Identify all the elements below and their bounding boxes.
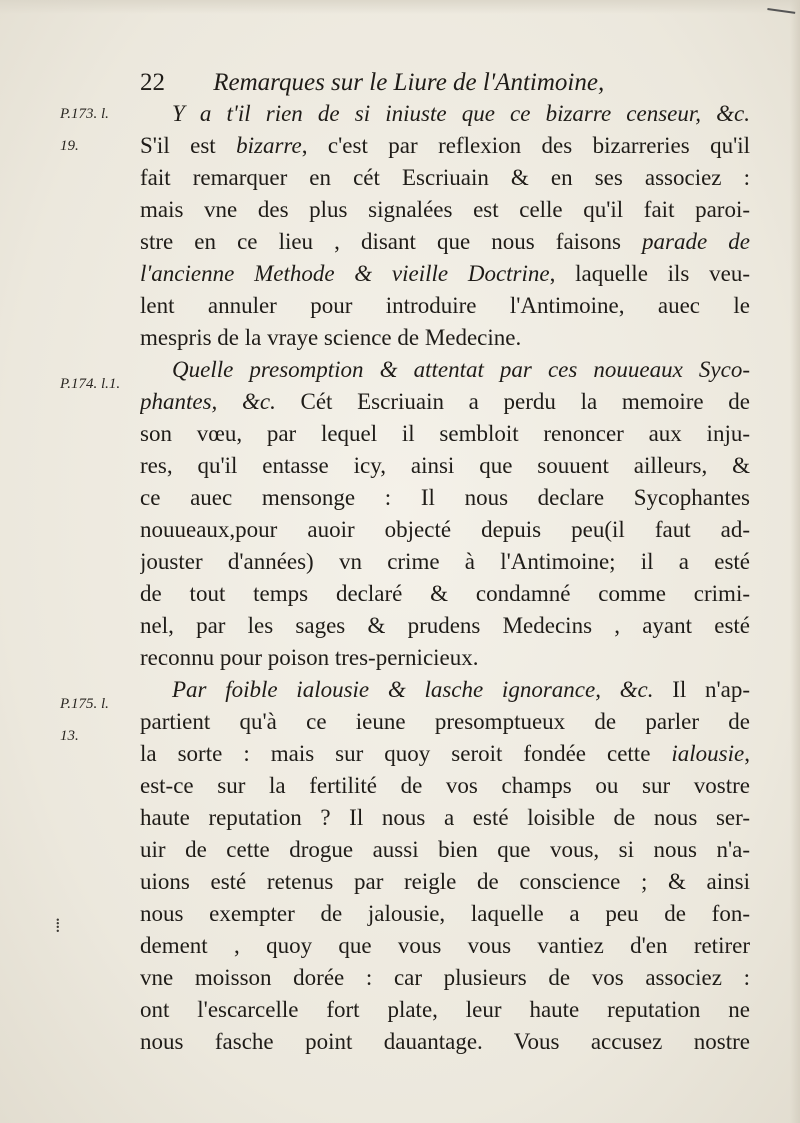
text-line [140, 994, 750, 1026]
text-line [140, 1026, 750, 1058]
text-line [140, 834, 750, 866]
text-line [140, 450, 750, 482]
text-run: son vœu, par lequel il sembloit renoncer aux inju- [140, 421, 750, 446]
text-run: haute reputation ? Il nous a esté loisible de nous ser- [140, 805, 750, 830]
margin-note: P.175. l. [60, 696, 109, 712]
text-line [140, 930, 750, 962]
text-run: , laquelle ils veu- [549, 261, 750, 286]
italic-text-run: l'ancienne Methode & vieille Doctrine [140, 261, 550, 286]
italic-text-run: Par foible ialousie & lasche ignorance, &c. [172, 677, 654, 702]
text-run: partient qu'à ce ieune presomptueux de parler de [140, 709, 750, 734]
text-line [140, 386, 750, 418]
text-line [140, 130, 750, 162]
italic-text-run: bizarre [236, 133, 302, 158]
text-line [140, 642, 750, 674]
margin-note: 13. [60, 728, 79, 744]
text-run: la sorte : mais sur quoy seroit fondée cette [140, 741, 672, 766]
text-run: lent annuler pour introduire l'Antimoine, auec le [140, 293, 750, 318]
text-run: fait remarquer en cét Escriuain & en ses associez : [140, 165, 750, 190]
margin-note: P.173. l. [60, 106, 109, 122]
italic-text-run: Y a t'il rien de si iniuste que ce bizarre censeur, &c. [172, 101, 750, 126]
text-line [140, 162, 750, 194]
text-line [140, 290, 750, 322]
margin-tick-mark: ⁞ [55, 915, 61, 937]
text-run: Il n'ap- [653, 677, 750, 702]
text-line [140, 962, 750, 994]
text-line [140, 578, 750, 610]
text-line [140, 770, 750, 802]
text-run: reconnu pour poison tres-pernicieux. [140, 645, 479, 670]
text-run: nouueaux,pour auoir objecté depuis peu(il faut ad- [140, 517, 750, 542]
page-number: 22 [140, 69, 165, 96]
text-line [140, 418, 750, 450]
italic-text-run: Quelle presomption & attentat par ces nouueaux Syco- [172, 357, 750, 382]
italic-text-run: phantes, &c. [140, 389, 276, 414]
text-run: S'il est [140, 133, 237, 158]
text-run: nous fasche point dauantage. Vous accusez nostre [140, 1029, 750, 1054]
text-run: stre en ce lieu , disant que nous faisons [140, 229, 643, 254]
text-run: uions esté retenus par reigle de conscience ; & ainsi [140, 869, 750, 894]
text-line [140, 610, 750, 642]
running-title: Remarques sur le Liure de l'Antimoine, [213, 69, 605, 96]
body-text [140, 98, 750, 1058]
text-run: , [744, 741, 750, 766]
text-run: nel, par les sages & prudens Medecins , ayant esté [140, 613, 750, 638]
text-run: vne moisson dorée : car plusieurs de vos associez : [140, 965, 750, 990]
text-run: mespris de la vraye science de Medecine. [140, 325, 522, 350]
text-line [140, 866, 750, 898]
margin-note: P.174. l.1. [60, 376, 121, 392]
italic-text-run: parade de [642, 229, 750, 254]
text-line [140, 802, 750, 834]
page-top-edge [0, 0, 800, 14]
text-line [140, 258, 750, 290]
text-line [140, 898, 750, 930]
text-line [140, 98, 750, 130]
text-run: est-ce sur la fertilité de vos champs ou sur vostre [140, 773, 750, 798]
page-right-edge [790, 0, 800, 1123]
text-run: uir de cette drogue aussi bien que vous, si nous n'a- [140, 837, 750, 862]
text-line [140, 514, 750, 546]
italic-text-run: ialousie [671, 741, 745, 766]
text-run: dement , quoy que vous vous vantiez d'en retirer [140, 933, 750, 958]
text-run: , c'est par reflexion des bizarreries qu'il [301, 133, 750, 158]
text-line [140, 322, 750, 354]
margin-note: 19. [60, 138, 79, 154]
text-line [140, 226, 750, 258]
text-line [140, 738, 750, 770]
text-line [140, 354, 750, 386]
text-line [140, 194, 750, 226]
text-run: de tout temps declaré & condamné comme crimi- [140, 581, 750, 606]
text-run: ce auec mensonge : Il nous declare Sycophantes [140, 485, 750, 510]
text-line [140, 546, 750, 578]
text-run: res, qu'il entasse icy, ainsi que souuent ailleurs, & [140, 453, 750, 478]
text-line [140, 706, 750, 738]
text-run: nous exempter de jalousie, laquelle a peu de fon- [140, 901, 750, 926]
text-run: ont l'escarcelle fort plate, leur haute reputation ne [140, 997, 750, 1022]
text-line [140, 674, 750, 706]
running-header [140, 66, 740, 100]
text-run: mais vne des plus signalées est celle qu'il fait paroi- [140, 197, 750, 222]
text-line [140, 482, 750, 514]
text-run: Cét Escriuain a perdu la memoire de [275, 389, 750, 414]
text-run: jouster d'années) vn crime à l'Antimoine; il a esté [140, 549, 750, 574]
